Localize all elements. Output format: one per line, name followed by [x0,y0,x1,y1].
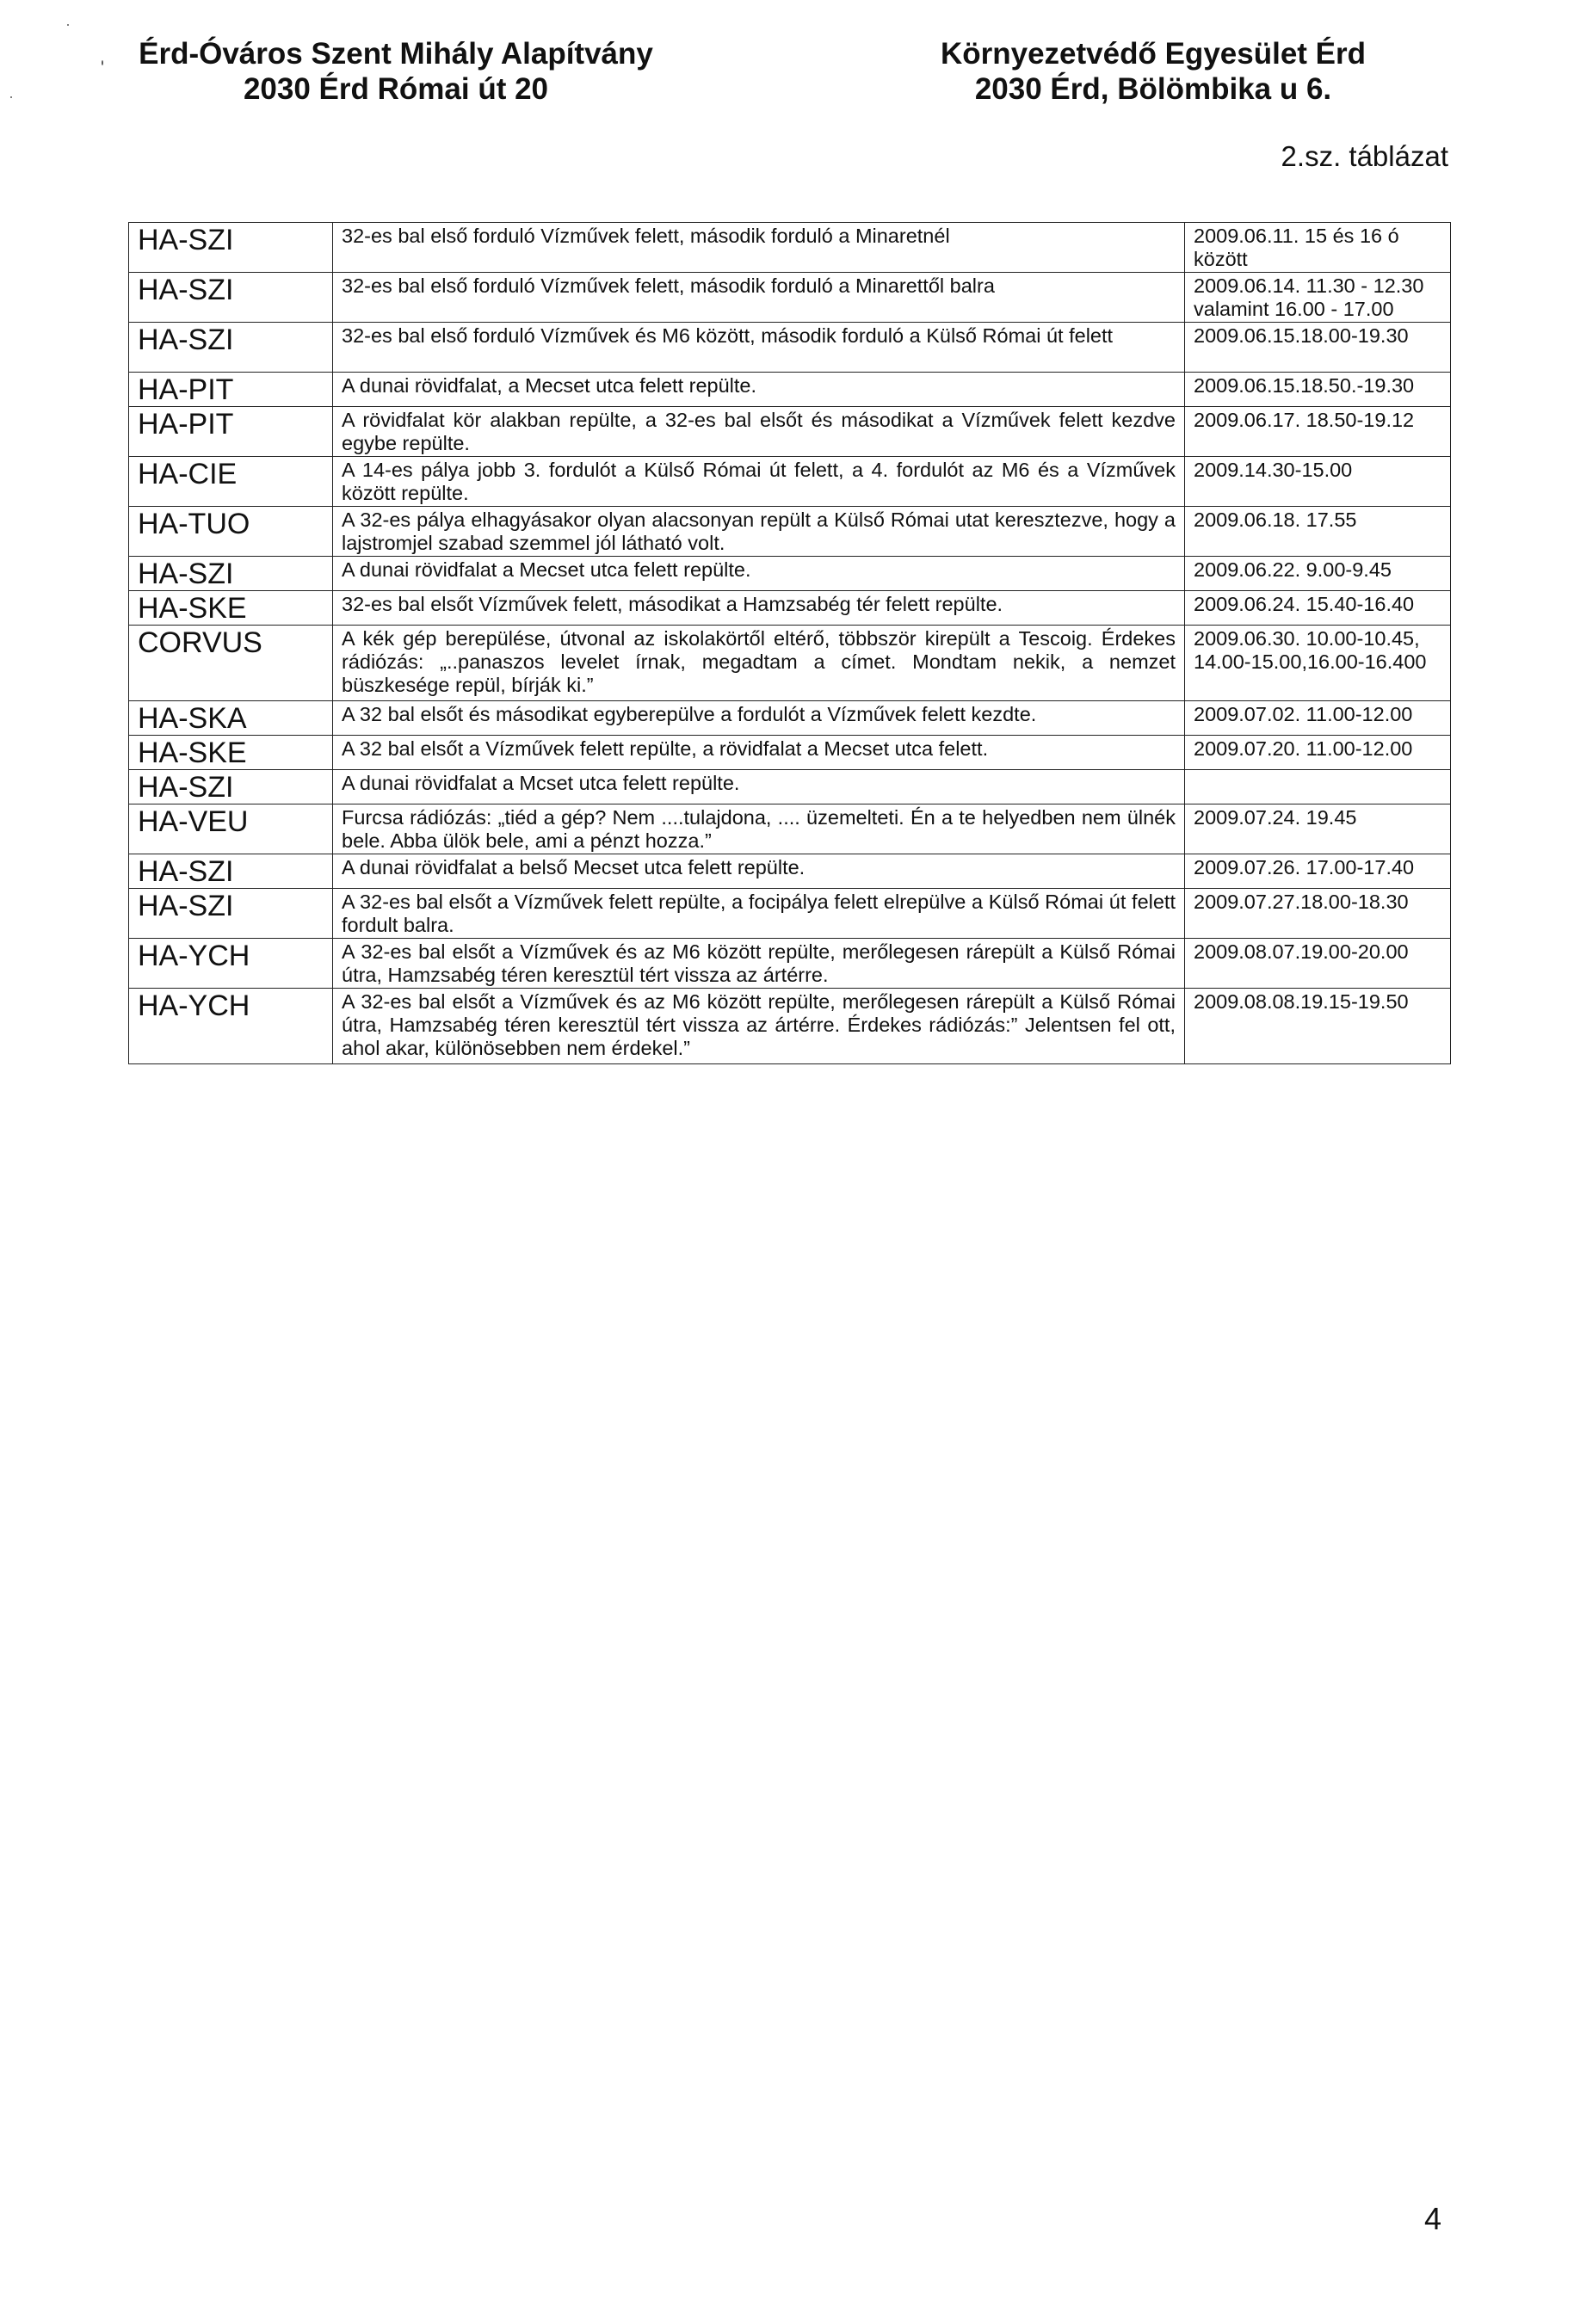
date-cell: 2009.07.26. 17.00-17.40 [1185,854,1451,889]
table-number-label: 2.sz. táblázat [1281,140,1448,172]
description-cell: A kék gép berepülése, útvonal az iskolakörtől eltérő, többször kirepült a Tescoig. Érdekes rádiózás: „..panaszos levelet írnak, megadtam a címet. Mondtam nekik, a nemzet büszkesége repül, bírják ki.” [333,626,1185,701]
description-cell: 32-es bal első forduló Vízművek és M6 között, második forduló a Külső Római út felett [333,323,1185,373]
registration-cell: HA-PIT [129,407,333,457]
date-cell: 2009.08.08.19.15-19.50 [1185,989,1451,1064]
registration-cell: HA-SZI [129,223,333,273]
description-cell: A dunai rövidfalat a belső Mecset utca felett repülte. [333,854,1185,889]
description-cell: A 32 bal elsőt a Vízművek felett repülte, a rövidfalat a Mecset utca felett. [333,736,1185,770]
date-cell: 2009.06.18. 17.55 [1185,507,1451,557]
table-row [129,323,1451,373]
scan-speck [10,96,12,98]
header-right-address: 2030 Érd, Bölömbika u 6. [974,72,1332,106]
registration-cell: HA-SKE [129,591,333,626]
date-cell: 2009.06.17. 18.50-19.12 [1185,407,1451,457]
description-cell: 32-es bal első forduló Vízművek felett, második forduló a Minaretnél [333,223,1185,273]
date-cell: 2009.08.07.19.00-20.00 [1185,939,1451,989]
table-row [129,626,1451,701]
registration-cell: HA-CIE [129,457,333,507]
registration-cell: HA-SZI [129,770,333,804]
date-cell: 2009.14.30-15.00 [1185,457,1451,507]
header-right [921,36,1386,107]
description-cell: 32-es bal elsőt Vízművek felett, másodikat a Hamzsabég tér felett repülte. [333,591,1185,626]
table-row [129,373,1451,407]
date-cell: 2009.06.15.18.00-19.30 [1185,323,1451,373]
registration-cell: HA-SKA [129,701,333,736]
table-row [129,889,1451,939]
table-row [129,407,1451,457]
registration-cell: HA-YCH [129,939,333,989]
description-cell: A 14-es pálya jobb 3. fordulót a Külső Római út felett, a 4. fordulót az M6 és a Vízművek között repülte. [333,457,1185,507]
table-row [129,507,1451,557]
registration-cell: HA-SZI [129,323,333,373]
description-cell: A 32 bal elsőt és másodikat egyberepülve a fordulót a Vízművek felett kezdte. [333,701,1185,736]
table-row [129,557,1451,591]
date-cell: 2009.06.15.18.50.-19.30 [1185,373,1451,407]
description-cell: 32-es bal első forduló Vízművek felett, második forduló a Minarettől balra [333,273,1185,323]
table-row [129,591,1451,626]
table-row [129,770,1451,804]
table-row [129,223,1451,273]
date-cell: 2009.06.24. 15.40-16.40 [1185,591,1451,626]
registration-cell: HA-TUO [129,507,333,557]
table-row [129,939,1451,989]
description-cell: A 32-es bal elsőt a Vízművek és az M6 között repülte, merőlegesen rárepült a Külső Római útra, Hamzsabég téren keresztül tért vissza az ártérre. Érdekes rádiózás:” Jelentsen fel ott, ahol akar, különösebben nem érdekel.” [333,989,1185,1064]
date-cell: 2009.07.27.18.00-18.30 [1185,889,1451,939]
table-row [129,854,1451,889]
description-cell: Furcsa rádiózás: „tiéd a gép? Nem ....tulajdona, .... üzemelteti. Én a te helyedben nem ülnék bele. Abba ülök bele, ami a pénzt hozza.” [333,804,1185,854]
date-cell: 2009.06.22. 9.00-9.45 [1185,557,1451,591]
table-row [129,989,1451,1064]
registration-cell: HA-YCH [129,989,333,1064]
date-cell: 2009.07.20. 11.00-12.00 [1185,736,1451,770]
description-cell: A 32-es pálya elhagyásakor olyan alacsonyan repült a Külső Római utat keresztezve, hogy a lajstromjel szabad szemmel jól látható volt. [333,507,1185,557]
registration-cell: HA-SKE [129,736,333,770]
date-cell: 2009.06.11. 15 és 16 ó között [1185,223,1451,273]
flight-log-table [128,222,1451,1064]
registration-cell: HA-VEU [129,804,333,854]
description-cell: A dunai rövidfalat a Mcset utca felett repülte. [333,770,1185,804]
registration-cell: HA-SZI [129,889,333,939]
scan-speck [67,24,69,26]
table-row [129,273,1451,323]
description-cell: A dunai rövidfalat a Mecset utca felett repülte. [333,557,1185,591]
table-row [129,804,1451,854]
header-left-org: Érd-Óváros Szent Mihály Alapítvány [139,37,653,71]
date-cell [1185,770,1451,804]
table-row [129,457,1451,507]
header-left-address: 2030 Érd Római út 20 [243,72,549,106]
registration-cell: HA-SZI [129,557,333,591]
date-cell: 2009.06.14. 11.30 - 12.30 valamint 16.00 - 17.00 [1185,273,1451,323]
date-cell: 2009.07.24. 19.45 [1185,804,1451,854]
header-left [138,36,654,107]
scan-speck [102,60,103,65]
registration-cell: CORVUS [129,626,333,701]
description-cell: A rövidfalat kör alakban repülte, a 32-es bal elsőt és másodikat a Vízművek felett kezdve egybe repülte. [333,407,1185,457]
registration-cell: HA-SZI [129,854,333,889]
description-cell: A dunai rövidfalat, a Mecset utca felett repülte. [333,373,1185,407]
description-cell: A 32-es bal elsőt a Vízművek felett repülte, a focipálya felett elrepülve a Külső Római út felett fordult balra. [333,889,1185,939]
date-cell: 2009.07.02. 11.00-12.00 [1185,701,1451,736]
header-right-org: Környezetvédő Egyesület Érd [940,37,1367,71]
description-cell: A 32-es bal elsőt a Vízművek és az M6 között repülte, merőlegesen rárepült a Külső Római útra, Hamzsabég téren keresztül tért vissza az ártérre. [333,939,1185,989]
registration-cell: HA-SZI [129,273,333,323]
date-cell: 2009.06.30. 10.00-10.45, 14.00-15.00,16.00-16.400 [1185,626,1451,701]
page-number: 4 [1423,2201,1442,2236]
registration-cell: HA-PIT [129,373,333,407]
table-row [129,701,1451,736]
table-row [129,736,1451,770]
